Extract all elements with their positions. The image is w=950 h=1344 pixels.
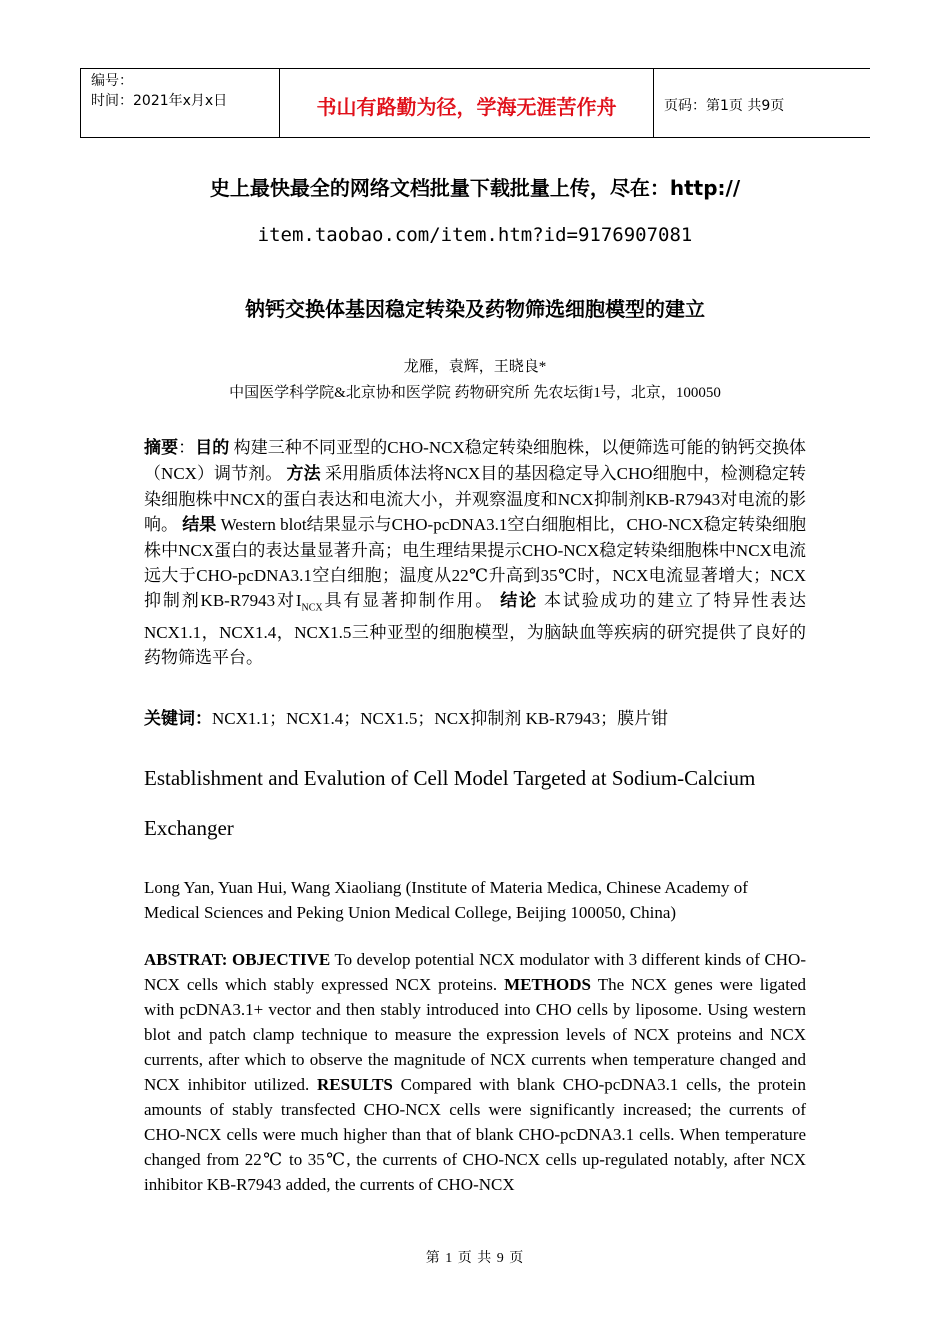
methods-en-text: The NCX genes were ligated with pcDNA3.1+ vector and then stably introduced into CHO cells by liposome. Using western blot and patch clamp technique to measure the expression levels of NCX proteins and NCX currents, after which to observe the magnitude of NCX currents when temperature changed and NCX inhibitor utilized. (144, 975, 807, 1094)
results-cn-label: 结果 (182, 515, 217, 535)
results-en-text: Compared with blank CHO-pcDNA3.1 cells, the protein amounts of stably transfected CHO-NCX cells were significantly increased; the currents of CHO-NCX cells were much higher than that of blank CHO-pcDNA3.1 cells. When temperature changed from 22℃ to 35℃, the currents of CHO-NCX cells up-regulated notably, after NCX inhibitor KB-R7943 added, the currents of CHO-NCX (144, 1075, 806, 1194)
affiliation-cn: 中国医学科学院&北京协和医学院 药物研究所 先农坛街1号，北京，100050 (229, 385, 721, 401)
methods-cn-text: 采用脂质体法将NCX目的基因稳定导入CHO细胞中，检测稳定转染细胞株中NCX的蛋白表达和电流大小，并观察温度和NCX抑制剂KB-R7943对电流的影响。 (144, 464, 806, 534)
conclusion-cn-text: 本试验成功的建立了特异性表达NCX1.1，NCX1.4，NCX1.5三种亚型的细胞模型，为脑缺血等疾病的研究提供了良好的药物筛选平台。 (144, 591, 807, 668)
abstract-en (144, 947, 806, 1197)
objective-en-text: To develop potential NCX modulator with 3 different kinds of CHO-NCX cells which stably expressed NCX proteins. (144, 950, 806, 994)
keywords-cn (144, 706, 806, 732)
header-time: 时间：2021年x月x日 (91, 93, 228, 109)
paper-title-en (144, 753, 814, 853)
page-header (80, 68, 870, 138)
conclusion-cn-label: 结论 (500, 591, 538, 611)
authors-en: Long Yan, Yuan Hui, Wang Xiaoliang (Institute of Materia Medica, Chinese Academy of Medical Sciences and Peking Union Medical College, Beijing 100050, China) (144, 878, 748, 922)
results-cn-text-a: Western blot结果显示与CHO-pcDNA3.1空白细胞相比，CHO-NCX稳定转染细胞株中NCX蛋白的表达量显著升高；电生理结果提示CHO-NCX稳定转染细胞株中NCX电流远大于CHO-pcDNA3.1空白细胞；温度从22℃升高到35℃时，NCX电流显著增大；NCX抑制剂KB-R7943对I (144, 515, 806, 610)
methods-cn-label: 方法 (286, 464, 321, 484)
abstract-cn (144, 435, 806, 670)
keywords-cn-text: NCX1.1；NCX1.4；NCX1.5；NCX抑制剂 KB-R7943；膜片钳 (212, 709, 669, 728)
page-footer: 第 1 页 共 9 页 (425, 1251, 525, 1266)
header-meta (80, 69, 280, 137)
results-en-label: RESULTS (316, 1075, 393, 1094)
objective-cn-label: 目的 (195, 438, 230, 458)
objective-cn-text: 构建三种不同亚型的CHO-NCX稳定转染细胞株，以便筛选可能的钠钙交换体（NCX）调节剂。 (144, 438, 807, 483)
header-number: 编号： (91, 73, 133, 89)
results-cn-subscript: NCX (301, 602, 323, 614)
abstract-en-label: ABSTRAT: OBJECTIVE (144, 950, 331, 969)
methods-en-label: METHODS (504, 975, 592, 994)
paper-title-en-line-2: Exchanger (144, 816, 234, 840)
header-motto: 书山有路勤为径，学海无涯苦作舟 (280, 69, 654, 137)
promo-line-2: item.taobao.com/item.htm?id=9176907081 (257, 224, 693, 246)
header-page-info: 页码：第1页 共9页 (664, 98, 785, 114)
promo-line-1: 史上最快最全的网络文档批量下载批量上传，尽在：http:// (209, 176, 741, 200)
results-cn-text-b: 具有显著抑制作用。 (322, 591, 501, 610)
abstract-cn-label: 摘要 (144, 438, 179, 458)
abstract-cn-colon: ： (178, 438, 196, 457)
keywords-cn-label: 关键词： (144, 709, 212, 729)
paper-title-cn: 钠钙交换体基因稳定转染及药物筛选细胞模型的建立 (245, 297, 705, 321)
paper-title-en-line-1: Establishment and Evalution of Cell Model Targeted at Sodium-Calcium (144, 766, 756, 790)
authors-cn: 龙雁，袁辉，王晓良* (403, 359, 547, 375)
